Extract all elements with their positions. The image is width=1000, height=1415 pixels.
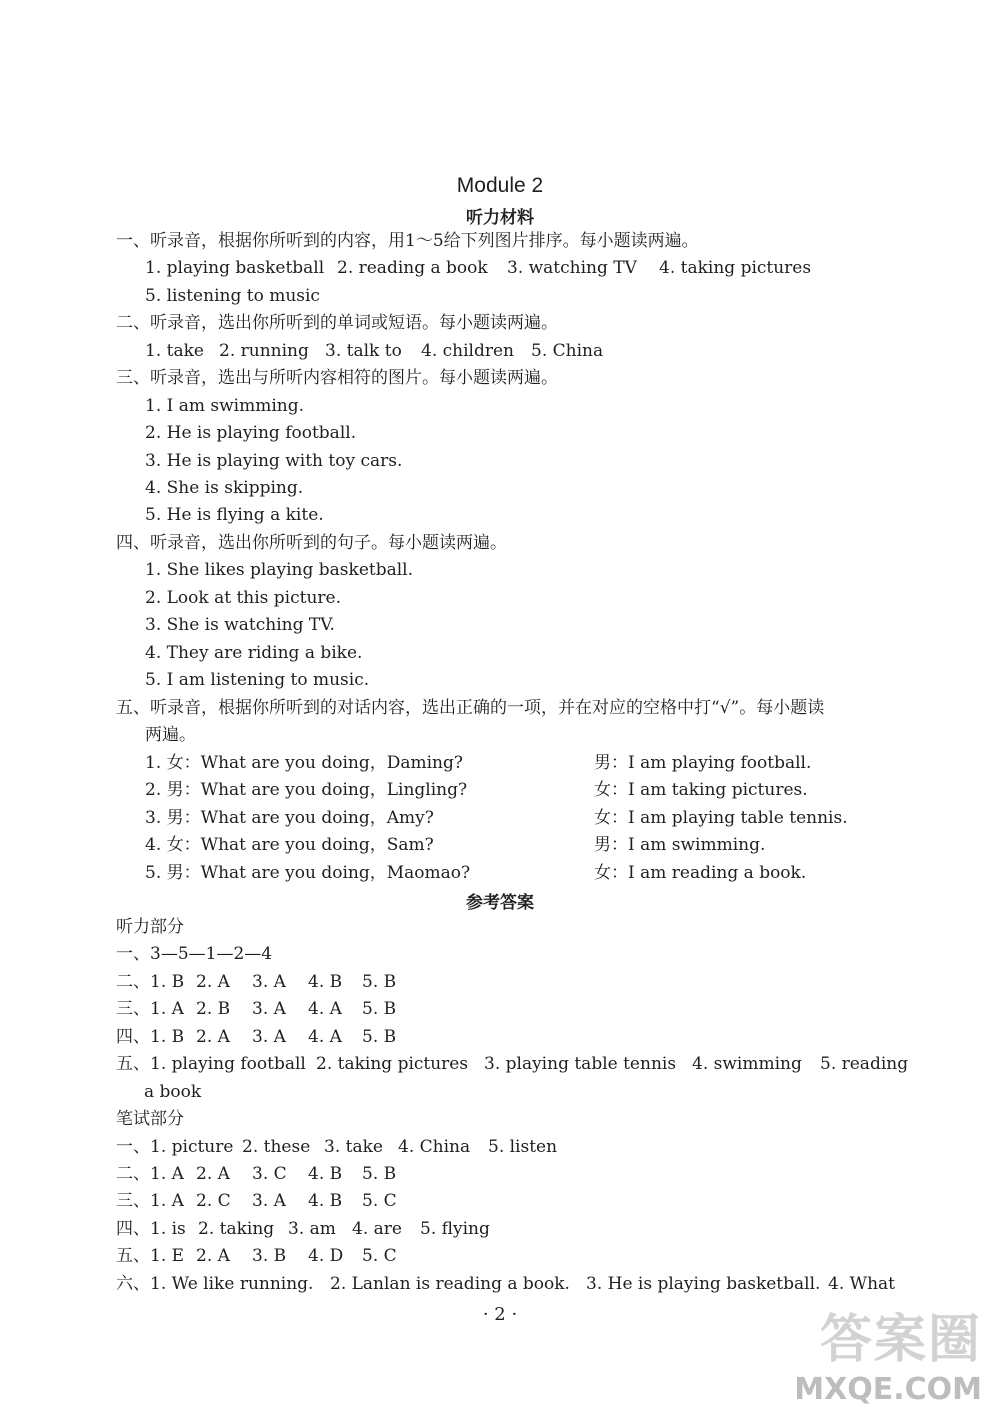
answer-item: 2. A <box>196 1246 230 1266</box>
answer-item: 3. take <box>324 1137 383 1157</box>
answer-item: 六、1. We like running. <box>116 1274 314 1294</box>
item: 5. China <box>531 341 604 361</box>
answer-item: 二、1. B <box>116 972 185 992</box>
answer-item: 5. reading <box>820 1054 909 1074</box>
answer-item: 4. B <box>308 972 343 992</box>
answer-item: 5. flying <box>420 1219 490 1239</box>
answer-item: 4. D <box>308 1246 344 1266</box>
section-3-label: 三、听录音，选出与所听内容相符的图片。每小题读两遍。 <box>116 368 558 388</box>
answer-item: 4. are <box>352 1219 402 1239</box>
dialog-question: 3. 男：What are you doing，Amy? <box>145 808 434 828</box>
dialog-answer: 男：I am playing football. <box>594 753 812 773</box>
answer-item: 5. B <box>362 1164 397 1184</box>
answer-item: 2. taking pictures <box>316 1054 469 1074</box>
answer-item: 5. C <box>362 1191 397 1211</box>
section-1-line-2: 5. listening to music <box>145 286 320 306</box>
answer-item: 2. A <box>196 972 230 992</box>
answer-item: 三、1. A <box>116 999 184 1019</box>
watermark-url: MXQE.COM <box>794 1372 982 1407</box>
answer-item: 2. taking <box>198 1219 275 1239</box>
answer-item: 二、1. A <box>116 1164 184 1184</box>
answer-item: 五、1. playing football <box>116 1054 306 1074</box>
item: 4. children <box>421 341 514 361</box>
page-number: · 2 · <box>482 1304 518 1325</box>
section-4-label: 四、听录音，选出你所听到的句子。每小题读两遍。 <box>116 533 507 553</box>
item: 1. playing basketball <box>145 258 325 278</box>
item: 3. talk to <box>325 341 402 361</box>
listening-material-heading: 听力材料 <box>466 208 534 228</box>
answer-item: 2. C <box>196 1191 231 1211</box>
answer-item: 4. B <box>308 1164 343 1184</box>
item: 2. reading a book <box>337 258 488 278</box>
answer-row: 一、3—5—1—2—4 <box>116 944 273 964</box>
section-4-item: 1. She likes playing basketball. <box>145 560 414 580</box>
answer-item: 3. B <box>252 1246 287 1266</box>
section-3-item: 3. He is playing with toy cars. <box>145 451 403 471</box>
section-3-item: 2. He is playing football. <box>145 423 357 443</box>
item: 1. take <box>145 341 204 361</box>
answer-item: 4. A <box>308 999 342 1019</box>
dialog-question: 1. 女：What are you doing，Daming? <box>145 753 463 773</box>
section-4-item: 4. They are riding a bike. <box>145 643 363 663</box>
item: 3. watching TV <box>507 258 637 278</box>
answer-item: 2. B <box>196 999 231 1019</box>
answer-item: 四、1. is <box>116 1219 186 1239</box>
answer-item: 五、1. E <box>116 1246 185 1266</box>
answer-row-cont: a book <box>144 1082 202 1102</box>
section-3-item: 5. He is flying a kite. <box>145 505 324 525</box>
section-2-label: 二、听录音，选出你所听到的单词或短语。每小题读两遍。 <box>116 313 558 333</box>
answer-item: 5. B <box>362 972 397 992</box>
answer-item: 4. A <box>308 1027 342 1047</box>
answer-item: 3. A <box>252 1027 286 1047</box>
answer-item: 3. am <box>288 1219 336 1239</box>
answers-heading: 参考答案 <box>466 893 534 913</box>
answer-item: 5. B <box>362 1027 397 1047</box>
answer-item: 4. What <box>828 1274 896 1294</box>
section-1-label: 一、听录音，根据你所听到的内容，用1～5给下列图片排序。每小题读两遍。 <box>116 231 699 251</box>
answer-item: 2. Lanlan is reading a book. <box>330 1274 570 1294</box>
answer-item: 3. A <box>252 972 286 992</box>
answer-item: 一、1. picture <box>116 1137 234 1157</box>
answer-item: 2. A <box>196 1164 230 1184</box>
answer-item: 2. A <box>196 1027 230 1047</box>
answer-item: 5. listen <box>488 1137 558 1157</box>
answer-item: 5. C <box>362 1246 397 1266</box>
listening-part-heading: 听力部分 <box>116 917 184 937</box>
section-3-item: 4. She is skipping. <box>145 478 304 498</box>
dialog-question: 4. 女：What are you doing，Sam? <box>145 835 434 855</box>
section-4-item: 5. I am listening to music. <box>145 670 370 690</box>
answer-item: 4. swimming <box>692 1054 802 1074</box>
dialog-answer: 男：I am swimming. <box>594 835 766 855</box>
answer-item: 4. B <box>308 1191 343 1211</box>
answer-item: 3. A <box>252 999 286 1019</box>
watermark-logo <box>756 1297 986 1407</box>
section-3-item: 1. I am swimming. <box>145 396 305 416</box>
answer-item: 3. He is playing basketball. <box>586 1274 821 1294</box>
item: 4. taking pictures <box>659 258 812 278</box>
section-4-item: 3. She is watching TV. <box>145 615 335 635</box>
watermark-text: 答案圈 <box>819 1310 982 1370</box>
dialog-answer: 女：I am reading a book. <box>594 863 807 883</box>
answer-item: 3. A <box>252 1191 286 1211</box>
section-5-label-cont: 两遍。 <box>145 725 196 745</box>
answer-item: 4. China <box>398 1137 471 1157</box>
writing-part-heading: 笔试部分 <box>116 1109 184 1129</box>
dialog-answer: 女：I am taking pictures. <box>594 780 808 800</box>
page-title: Module 2 <box>456 174 544 197</box>
answer-item: 5. B <box>362 999 397 1019</box>
section-4-item: 2. Look at this picture. <box>145 588 342 608</box>
item: 2. running <box>219 341 309 361</box>
dialog-answer: 女：I am playing table tennis. <box>594 808 848 828</box>
answer-item: 3. playing table tennis <box>484 1054 677 1074</box>
answer-item: 四、1. B <box>116 1027 185 1047</box>
answer-item: 2. these <box>242 1137 311 1157</box>
dialog-question: 5. 男：What are you doing，Maomao? <box>145 863 471 883</box>
dialog-question: 2. 男：What are you doing，Lingling? <box>145 780 468 800</box>
answer-item: 三、1. A <box>116 1191 184 1211</box>
answer-item: 3. C <box>252 1164 287 1184</box>
section-5-label: 五、听录音，根据你所听到的对话内容，选出正确的一项，并在对应的空格中打“√”。每小题读 <box>116 698 825 718</box>
